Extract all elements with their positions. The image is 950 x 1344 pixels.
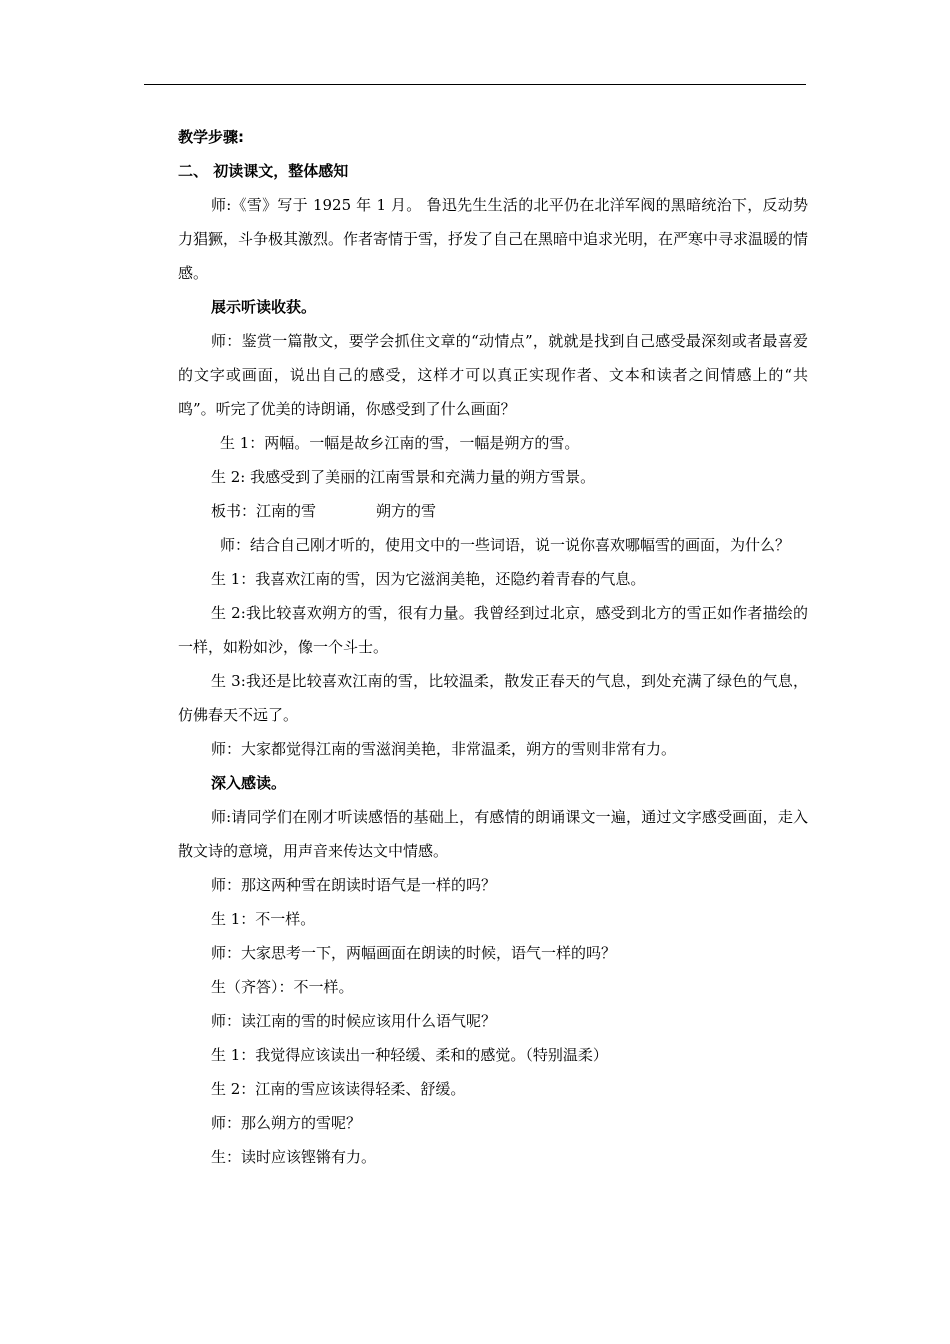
intro-paragraph: 师:《雪》写于 1925 年 1 月。 鲁迅先生生活的北平仍在北洋军阀的黑暗统治下，反动势力猖獗，斗争极其激烈。作者寄情于雪，抒发了自己在黑暗中追求光明，在严寒中寻求温暖的情感。 <box>178 196 809 282</box>
blackboard-line <box>178 494 808 528</box>
student2-like: 生 2:我比较喜欢朔方的雪，很有力量。我曾经到过北京，感受到北方的雪正如作者描绘的一样，如粉如沙，像一个斗士。 <box>178 604 808 656</box>
students-chorus: 生（齐答）：不一样。 <box>211 978 354 996</box>
student1-two-pictures: 生 1：两幅。一幅是故乡江南的雪，一幅是朔方的雪。 <box>220 434 580 452</box>
appreciate-paragraph: 师：鉴赏一篇散文，要学会抓住文章的“动情点”，就就是找到自己感受最深刻或者最喜爱的文字或画面，说出自己的感受，这样才可以真正实现作者、文本和读者之间情感上的“共鸣”。听完了优美的诗朗诵，你感受到了什么画面？ <box>178 332 808 418</box>
board-item-jiangnan: 板书：江南的雪 <box>211 502 317 520</box>
student1-soft-tone: 生 1：我觉得应该读出一种轻缓、柔和的感觉。（特别温柔） <box>211 1046 608 1064</box>
section-title: 二、 初读课文，整体感知 <box>178 162 349 180</box>
combine-paragraph: 师：结合自己刚才听的，使用文中的一些词语，说一说你喜欢哪幅雪的画面，为什么？ <box>220 536 791 554</box>
teacher-think: 师：大家思考一下，两幅画面在朗读的时候，语气一样的吗？ <box>211 944 617 962</box>
subheading-deep-reading: 深入感读。 <box>211 774 287 792</box>
teacher-shuofang-question: 师：那么朔方的雪呢？ <box>211 1114 362 1132</box>
teacher-tone-question: 师：那这两种雪在朗读时语气是一样的吗？ <box>211 876 497 894</box>
student2-feeling: 生 2: 我感受到了美丽的江南雪景和充满力量的朔方雪景。 <box>211 468 596 486</box>
teacher-jiangnan-question: 师：读江南的雪的时候应该用什么语气呢？ <box>211 1012 497 1030</box>
board-item-shuofang: 朔方的雪 <box>376 502 437 520</box>
student-strong-tone: 生：读时应该铿锵有力。 <box>211 1148 377 1166</box>
document-body <box>178 120 808 1174</box>
student3-like: 生 3:我还是比较喜欢江南的雪，比较温柔，散发正春天的气息，到处充满了绿色的气息，仿佛春天不远了。 <box>178 672 808 724</box>
steps-heading: 教学步骤: <box>178 128 244 146</box>
teacher-summary: 师：大家都觉得江南的雪滋润美艳，非常温柔，朔方的雪则非常有力。 <box>211 740 677 758</box>
subheading-show-gains: 展示听读收获。 <box>211 298 317 316</box>
read-paragraph: 师:请同学们在刚才听读感悟的基础上，有感情的朗诵课文一遍，通过文字感受画面，走入散文诗的意境，用声音来传达文中情感。 <box>178 808 808 860</box>
header-rule <box>144 84 806 85</box>
student1-not-same: 生 1：不一样。 <box>211 910 316 928</box>
student2-soft-tone: 生 2：江南的雪应该读得轻柔、舒缓。 <box>211 1080 466 1098</box>
student1-like: 生 1：我喜欢江南的雪，因为它滋润美艳，还隐约着青春的气息。 <box>211 570 646 588</box>
